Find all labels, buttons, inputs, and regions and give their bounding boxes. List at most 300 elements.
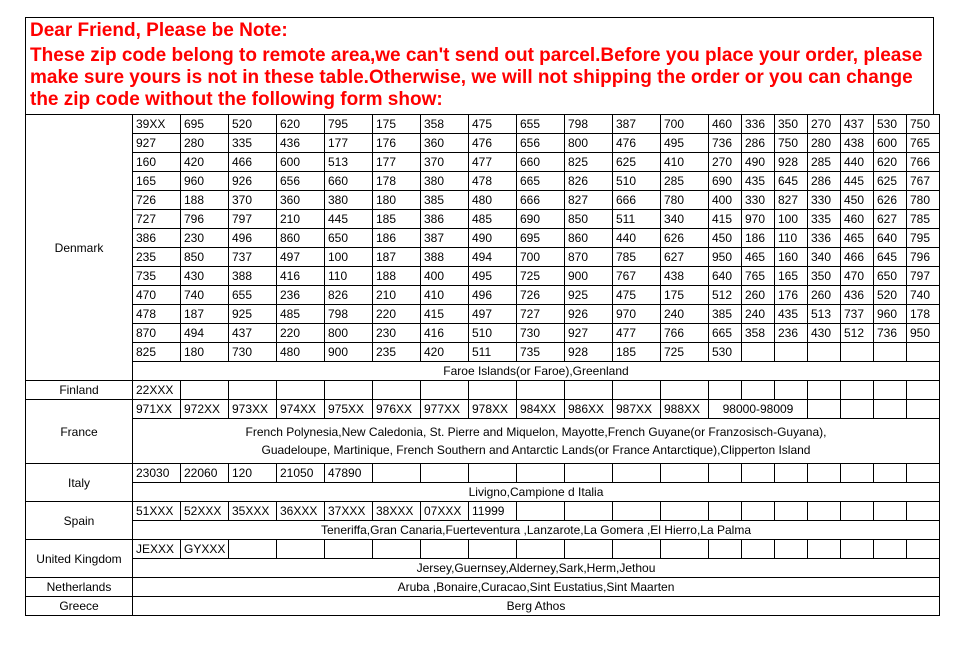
table-row xyxy=(26,343,940,362)
zip-cell xyxy=(469,464,517,483)
zip-cell xyxy=(808,381,841,400)
zip-cell xyxy=(808,464,841,483)
zip-cell: 972XX xyxy=(181,400,229,419)
zip-cell: 695 xyxy=(517,229,565,248)
zip-cell: 460 xyxy=(841,210,874,229)
zip-cell xyxy=(373,540,421,559)
zip-cell: 477 xyxy=(469,153,517,172)
zip-cell xyxy=(421,464,469,483)
zip-cell: 176 xyxy=(373,134,421,153)
zip-cell xyxy=(325,540,373,559)
zip-cell: 490 xyxy=(742,153,775,172)
zip-cell xyxy=(775,540,808,559)
zip-cell: 330 xyxy=(808,191,841,210)
zip-cell: 450 xyxy=(841,191,874,210)
zip-cell: 100 xyxy=(325,248,373,267)
zip-cell xyxy=(661,381,709,400)
zip-cell xyxy=(808,502,841,521)
zip-cell xyxy=(841,381,874,400)
zip-cell: 987XX xyxy=(613,400,661,419)
zip-cell: 800 xyxy=(565,134,613,153)
zip-cell: 476 xyxy=(469,134,517,153)
zip-cell: 39XX xyxy=(133,115,181,134)
zip-cell: 478 xyxy=(133,305,181,324)
zip-cell: 970 xyxy=(742,210,775,229)
zip-cell xyxy=(775,381,808,400)
table-row xyxy=(26,559,940,578)
zip-cell: 435 xyxy=(775,305,808,324)
zip-cell xyxy=(661,540,709,559)
zip-cell: 415 xyxy=(709,210,742,229)
zip-cell: 690 xyxy=(517,210,565,229)
zip-cell xyxy=(613,502,661,521)
zip-cell: 798 xyxy=(565,115,613,134)
zip-cell: 160 xyxy=(775,248,808,267)
zip-cell xyxy=(613,381,661,400)
zip-cell: 978XX xyxy=(469,400,517,419)
zip-cell: 666 xyxy=(517,191,565,210)
table-row xyxy=(26,267,940,286)
zip-cell: 410 xyxy=(661,153,709,172)
zip-cell: 800 xyxy=(325,324,373,343)
zip-cell: 340 xyxy=(661,210,709,229)
zip-cell: 494 xyxy=(181,324,229,343)
zip-cell: 827 xyxy=(775,191,808,210)
zip-cell: 690 xyxy=(709,172,742,191)
zip-cell: 177 xyxy=(373,153,421,172)
zip-cell: 21050 xyxy=(277,464,325,483)
zip-cell: 925 xyxy=(565,286,613,305)
zip-cell xyxy=(517,464,565,483)
zip-cell: 110 xyxy=(325,267,373,286)
zip-cell: 176 xyxy=(775,286,808,305)
zip-cell xyxy=(517,381,565,400)
table-row xyxy=(26,464,940,483)
zip-cell: 975XX xyxy=(325,400,373,419)
zip-cell xyxy=(709,464,742,483)
zip-cell: 750 xyxy=(907,115,940,134)
zip-cell: 512 xyxy=(709,286,742,305)
zip-cell: 260 xyxy=(808,286,841,305)
zip-cell: 726 xyxy=(517,286,565,305)
zip-cell: 160 xyxy=(133,153,181,172)
zip-cell: 475 xyxy=(469,115,517,134)
zip-cell: 445 xyxy=(325,210,373,229)
zip-cell: 766 xyxy=(907,153,940,172)
zip-cell: 928 xyxy=(565,343,613,362)
table-row xyxy=(26,521,940,540)
zip-cell: 497 xyxy=(469,305,517,324)
zip-cell: 465 xyxy=(742,248,775,267)
zip-cell: 520 xyxy=(874,286,907,305)
zip-cell: 437 xyxy=(229,324,277,343)
zip-cell: 970 xyxy=(613,305,661,324)
notice-body: These zip code belong to remote area,we can't send out parcel.Before you place your order, please make sure yours is not in these table.Otherwise, we will not shipping the order or you can change the zip code without the following form show: xyxy=(30,45,923,110)
zip-cell: 735 xyxy=(133,267,181,286)
zip-cell: 165 xyxy=(133,172,181,191)
zip-cell: 796 xyxy=(907,248,940,267)
zip-cell: 36XXX xyxy=(277,502,325,521)
zip-cell: 385 xyxy=(709,305,742,324)
zip-cell: 185 xyxy=(613,343,661,362)
zip-cell: 620 xyxy=(277,115,325,134)
zip-cell: 766 xyxy=(661,324,709,343)
zip-cell: 512 xyxy=(841,324,874,343)
zip-cell xyxy=(517,502,565,521)
zip-cell xyxy=(775,343,808,362)
zip-cell: 440 xyxy=(613,229,661,248)
greece-note: Berg Athos xyxy=(133,597,940,616)
zip-cell: 825 xyxy=(565,153,613,172)
zip-cell: 330 xyxy=(742,191,775,210)
zip-cell: 485 xyxy=(277,305,325,324)
zip-cell: 358 xyxy=(421,115,469,134)
zip-cell xyxy=(709,381,742,400)
zip-cell: 360 xyxy=(421,134,469,153)
zip-cell: 984XX xyxy=(517,400,565,419)
zip-cell: 795 xyxy=(907,229,940,248)
notice-heading: Dear Friend, Please be Note: xyxy=(30,20,288,41)
zip-cell: 725 xyxy=(517,267,565,286)
zip-cell: 726 xyxy=(133,191,181,210)
zip-cell: 600 xyxy=(874,134,907,153)
zip-cell xyxy=(775,464,808,483)
table-row xyxy=(26,115,940,134)
zip-cell: 497 xyxy=(277,248,325,267)
zip-cell: 430 xyxy=(808,324,841,343)
zip-cell: 797 xyxy=(907,267,940,286)
zip-cell: 270 xyxy=(709,153,742,172)
zip-cell: 650 xyxy=(325,229,373,248)
zip-cell: 180 xyxy=(181,343,229,362)
zip-cell xyxy=(808,343,841,362)
zip-cell: 960 xyxy=(874,305,907,324)
zip-cell xyxy=(229,381,277,400)
zip-cell: 656 xyxy=(277,172,325,191)
zip-cell: 220 xyxy=(373,305,421,324)
zip-cell: 420 xyxy=(181,153,229,172)
zip-cell: 973XX xyxy=(229,400,277,419)
country-greece: Greece xyxy=(26,597,133,616)
remote-zip-table xyxy=(25,114,940,616)
table-row xyxy=(26,597,940,616)
zip-cell: 735 xyxy=(517,343,565,362)
zip-cell: 187 xyxy=(181,305,229,324)
zip-cell: 727 xyxy=(133,210,181,229)
zip-cell xyxy=(775,502,808,521)
zip-cell: 650 xyxy=(874,267,907,286)
zip-cell: 120 xyxy=(229,464,277,483)
zip-cell: 870 xyxy=(133,324,181,343)
zip-cell: 270 xyxy=(808,115,841,134)
zip-cell: 950 xyxy=(907,324,940,343)
zip-cell: 440 xyxy=(841,153,874,172)
zip-cell: 280 xyxy=(181,134,229,153)
zip-cell xyxy=(325,381,373,400)
country-netherlands: Netherlands xyxy=(26,578,133,597)
zip-cell: 415 xyxy=(421,305,469,324)
zip-cell: 860 xyxy=(565,229,613,248)
zip-cell: 510 xyxy=(469,324,517,343)
zip-cell: 188 xyxy=(181,191,229,210)
table-row xyxy=(26,419,940,464)
zip-cell: 438 xyxy=(661,267,709,286)
zip-cell: 627 xyxy=(661,248,709,267)
zip-cell: 236 xyxy=(775,324,808,343)
notice-box xyxy=(25,17,934,114)
zip-cell: 22060 xyxy=(181,464,229,483)
zip-cell xyxy=(874,540,907,559)
zip-cell xyxy=(661,502,709,521)
country-italy: Italy xyxy=(26,464,133,502)
denmark-note: Faroe Islands(or Faroe),Greenland xyxy=(133,362,940,381)
zip-cell xyxy=(907,464,940,483)
zip-cell xyxy=(565,502,613,521)
zip-cell xyxy=(874,400,907,419)
zip-cell: 430 xyxy=(181,267,229,286)
zip-cell: 977XX xyxy=(421,400,469,419)
zip-cell: 700 xyxy=(661,115,709,134)
zip-cell: 235 xyxy=(373,343,421,362)
zip-cell: 520 xyxy=(229,115,277,134)
zip-cell xyxy=(373,464,421,483)
zip-cell: 37XXX xyxy=(325,502,373,521)
zip-cell: 236 xyxy=(277,286,325,305)
zip-cell: 400 xyxy=(709,191,742,210)
zip-cell: 175 xyxy=(661,286,709,305)
zip-cell: 976XX xyxy=(373,400,421,419)
zip-cell: 286 xyxy=(742,134,775,153)
zip-cell: 165 xyxy=(775,267,808,286)
zip-cell: 620 xyxy=(874,153,907,172)
zip-cell: 480 xyxy=(277,343,325,362)
zip-cell: 496 xyxy=(229,229,277,248)
table-row xyxy=(26,540,940,559)
country-united-kingdom: United Kingdom xyxy=(26,540,133,578)
zip-cell xyxy=(841,464,874,483)
zip-cell: 626 xyxy=(874,191,907,210)
table-row xyxy=(26,578,940,597)
zip-cell: 695 xyxy=(181,115,229,134)
zip-cell: 660 xyxy=(517,153,565,172)
zip-cell: 640 xyxy=(709,267,742,286)
zip-cell: 388 xyxy=(421,248,469,267)
zip-cell: 490 xyxy=(469,229,517,248)
table-row xyxy=(26,172,940,191)
table-row xyxy=(26,381,940,400)
zip-cell xyxy=(907,343,940,362)
country-spain: Spain xyxy=(26,502,133,540)
zip-cell: 765 xyxy=(907,134,940,153)
zip-cell: 960 xyxy=(181,172,229,191)
zip-cell: 900 xyxy=(325,343,373,362)
zip-cell: 627 xyxy=(874,210,907,229)
zip-cell: 730 xyxy=(229,343,277,362)
zip-cell: 926 xyxy=(565,305,613,324)
zip-cell: 465 xyxy=(841,229,874,248)
zip-cell xyxy=(661,464,709,483)
zip-cell xyxy=(742,381,775,400)
zip-cell: 950 xyxy=(709,248,742,267)
zip-cell: 380 xyxy=(421,172,469,191)
zip-cell: 785 xyxy=(613,248,661,267)
zip-cell xyxy=(841,502,874,521)
table-row xyxy=(26,153,940,172)
zip-cell: 974XX xyxy=(277,400,325,419)
zip-cell: 35XXX xyxy=(229,502,277,521)
zip-cell xyxy=(907,502,940,521)
zip-cell: 260 xyxy=(742,286,775,305)
zip-cell: 385 xyxy=(421,191,469,210)
zip-cell: 210 xyxy=(373,286,421,305)
table-row xyxy=(26,483,940,502)
zip-cell: 645 xyxy=(775,172,808,191)
zip-cell xyxy=(808,400,841,419)
zip-cell: 23030 xyxy=(133,464,181,483)
zip-cell: 655 xyxy=(229,286,277,305)
zip-cell: 725 xyxy=(661,343,709,362)
zip-cell: 470 xyxy=(133,286,181,305)
zip-cell: 476 xyxy=(613,134,661,153)
table-row xyxy=(26,191,940,210)
zip-cell: 530 xyxy=(709,343,742,362)
zip-cell xyxy=(907,400,940,419)
zip-cell: 178 xyxy=(907,305,940,324)
zip-cell: 100 xyxy=(775,210,808,229)
zip-cell: 370 xyxy=(229,191,277,210)
zip-cell: 416 xyxy=(277,267,325,286)
zip-cell: 438 xyxy=(841,134,874,153)
zip-cell: 240 xyxy=(742,305,775,324)
zip-cell: 511 xyxy=(469,343,517,362)
zip-cell: 740 xyxy=(181,286,229,305)
zip-cell xyxy=(742,464,775,483)
zip-cell xyxy=(808,540,841,559)
zip-cell: 645 xyxy=(874,248,907,267)
zip-cell: 11999 xyxy=(469,502,517,521)
zip-cell: 988XX xyxy=(661,400,709,419)
zip-cell: 730 xyxy=(517,324,565,343)
zip-cell xyxy=(841,540,874,559)
zip-cell xyxy=(613,464,661,483)
zip-cell: 900 xyxy=(565,267,613,286)
zip-cell xyxy=(565,381,613,400)
zip-cell: 736 xyxy=(709,134,742,153)
zip-cell xyxy=(841,400,874,419)
zip-cell: 660 xyxy=(325,172,373,191)
zip-cell: 336 xyxy=(742,115,775,134)
zip-cell xyxy=(565,540,613,559)
zip-cell: 971XX xyxy=(133,400,181,419)
zip-cell: 07XXX xyxy=(421,502,469,521)
zip-cell: 477 xyxy=(613,324,661,343)
zip-cell: 445 xyxy=(841,172,874,191)
zip-cell: 387 xyxy=(421,229,469,248)
zip-cell: 765 xyxy=(742,267,775,286)
zip-cell: 510 xyxy=(613,172,661,191)
zip-cell xyxy=(874,343,907,362)
zip-cell: 51XXX xyxy=(133,502,181,521)
zip-cell xyxy=(874,464,907,483)
zip-cell: 600 xyxy=(277,153,325,172)
zip-cell: 485 xyxy=(469,210,517,229)
zip-cell: 626 xyxy=(661,229,709,248)
zip-cell: 926 xyxy=(229,172,277,191)
zip-cell: 335 xyxy=(808,210,841,229)
zip-cell: 435 xyxy=(742,172,775,191)
zip-cell: 625 xyxy=(613,153,661,172)
zip-cell xyxy=(229,540,277,559)
zip-cell: 860 xyxy=(277,229,325,248)
netherlands-note: Aruba ,Bonaire,Curacao,Sint Eustatius,Sint Maarten xyxy=(133,578,940,597)
zip-cell: 495 xyxy=(661,134,709,153)
zip-cell: 387 xyxy=(613,115,661,134)
table-row xyxy=(26,502,940,521)
zip-cell: 350 xyxy=(775,115,808,134)
zip-cell: 420 xyxy=(421,343,469,362)
zip-cell: 666 xyxy=(613,191,661,210)
zip-cell: 380 xyxy=(325,191,373,210)
zip-cell: GYXXX xyxy=(181,540,229,559)
country-finland: Finland xyxy=(26,381,133,400)
zip-cell: 187 xyxy=(373,248,421,267)
zip-cell: 640 xyxy=(874,229,907,248)
zip-cell: 285 xyxy=(808,153,841,172)
zip-cell: 188 xyxy=(373,267,421,286)
uk-note: Jersey,Guernsey,Alderney,Sark,Herm,Jethou xyxy=(133,559,940,578)
zip-cell xyxy=(907,381,940,400)
zip-cell: 736 xyxy=(874,324,907,343)
zip-cell: 110 xyxy=(775,229,808,248)
zip-cell: 656 xyxy=(517,134,565,153)
zip-cell: 47890 xyxy=(325,464,373,483)
zip-cell: 340 xyxy=(808,248,841,267)
zip-cell: 780 xyxy=(661,191,709,210)
table-row xyxy=(26,286,940,305)
zip-cell xyxy=(742,502,775,521)
zip-cell: 177 xyxy=(325,134,373,153)
zip-cell: 625 xyxy=(874,172,907,191)
zip-cell: 795 xyxy=(325,115,373,134)
zip-cell: 827 xyxy=(565,191,613,210)
zip-cell: 336 xyxy=(808,229,841,248)
zip-cell: 511 xyxy=(613,210,661,229)
zip-cell: 700 xyxy=(517,248,565,267)
table-row xyxy=(26,305,940,324)
zip-cell: 797 xyxy=(229,210,277,229)
zip-cell: JEXXX xyxy=(133,540,181,559)
zip-cell: 750 xyxy=(775,134,808,153)
zip-cell: 927 xyxy=(133,134,181,153)
zip-cell: 767 xyxy=(613,267,661,286)
table-row xyxy=(26,210,940,229)
zip-cell: 386 xyxy=(421,210,469,229)
zip-cell xyxy=(421,381,469,400)
zip-cell: 478 xyxy=(469,172,517,191)
zip-cell: 826 xyxy=(565,172,613,191)
france-note-line2: Guadeloupe, Martinique, French Southern and Antarctic Lands(or France Antarctique),Clipperton Island xyxy=(261,443,811,457)
zip-cell: 513 xyxy=(325,153,373,172)
zip-cell: 400 xyxy=(421,267,469,286)
zip-cell: 178 xyxy=(373,172,421,191)
zip-cell: 235 xyxy=(133,248,181,267)
zip-cell: 870 xyxy=(565,248,613,267)
zip-cell: 737 xyxy=(841,305,874,324)
zip-cell: 480 xyxy=(469,191,517,210)
zip-cell: 386 xyxy=(133,229,181,248)
zip-cell xyxy=(907,540,940,559)
zip-range-cell: 98000-98009 xyxy=(709,400,808,419)
